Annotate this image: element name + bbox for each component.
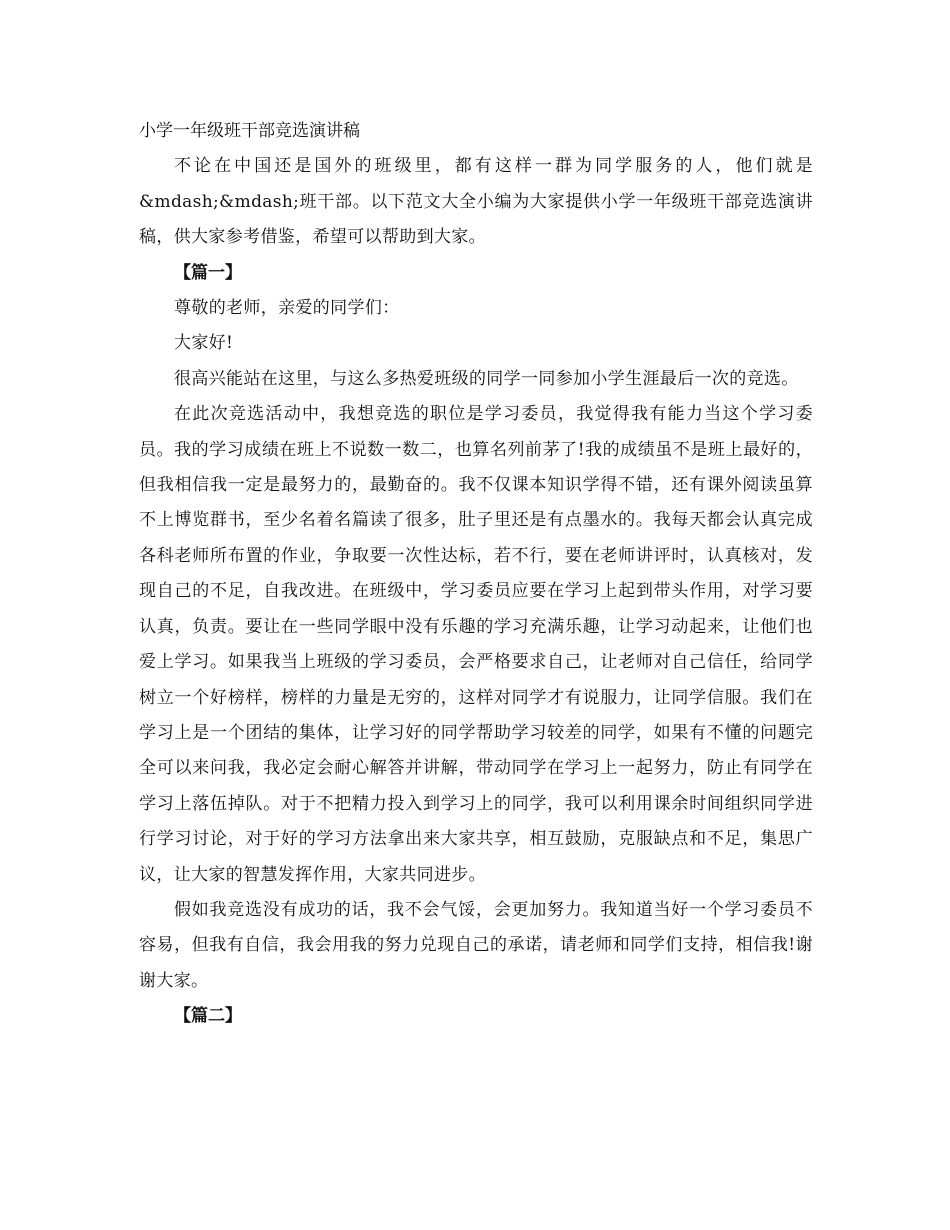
intro-paragraph: 不论在中国还是国外的班级里，都有这样一群为同学服务的人，他们就是&mdash;&mdash;班干部。以下范文大全小编为大家提供小学一年级班干部竞选演讲稿，供大家参考借鉴，希望可以帮助到大家。 bbox=[139, 156, 813, 248]
section-heading-2: 【篇二】 bbox=[174, 1006, 242, 1027]
hello-line: 大家好! bbox=[174, 333, 234, 354]
document-title: 小学一年级班干部竞选演讲稿 bbox=[139, 121, 360, 141]
greeting-line: 尊敬的老师，亲爱的同学们： bbox=[174, 298, 400, 319]
section-heading-1: 【篇一】 bbox=[174, 262, 242, 283]
paragraph-2: 在此次竞选活动中，我想竞选的职位是学习委员，我觉得我有能力当这个学习委员。我的学习成绩在班上不说数一数二，也算名列前茅了!我的成绩虽不是班上最好的，但我相信我一定是最努力的，最勤奋的。我不仅课本知识学得不错，还有课外阅读虽算不上博览群书，至少名着名篇读了很多，肚子里还是有点墨水的。我每天都会认真完成各科老师所布置的作业，争取要一次性达标，若不行，要在老师讲评时，认真核对，发现自己的不足，自我改进。在班级中，学习委员应要在学习上起到带头作用，对学习要认真，负责。要让在一些同学眼中没有乐趣的学习充满乐趣，让学习动起来，让他们也爱上学习。如果我当上班级的学习委员，会严格要求自己，让老师对自己信任，给同学树立一个好榜样，榜样的力量是无穷的，这样对同学才有说服力，让同学信服。我们在学习上是一个团结的集体，让学习好的同学帮助学习较差的同学，如果有不懂的问题完全可以来问我，我必定会耐心解答并讲解，带动同学在学习上一起努力，防止有同学在学习上落伍掉队。对于不把精力投入到学习上的同学，我可以利用课余时间组织同学进行学习讨论，对于好的学习方法拿出来大家共享，相互鼓励，克服缺点和不足，集思广议，让大家的智慧发挥作用，大家共同进步。 bbox=[139, 404, 813, 885]
paragraph-3: 假如我竞选没有成功的话，我不会气馁，会更加努力。我知道当好一个学习委员不容易，但我有自信，我会用我的努力兑现自己的承诺，请老师和同学们支持，相信我!谢谢大家。 bbox=[139, 899, 813, 991]
document-body bbox=[139, 114, 813, 1035]
paragraph-1: 很高兴能站在这里，与这么多热爱班级的同学一同参加小学生涯最后一次的竞选。 bbox=[174, 368, 799, 389]
